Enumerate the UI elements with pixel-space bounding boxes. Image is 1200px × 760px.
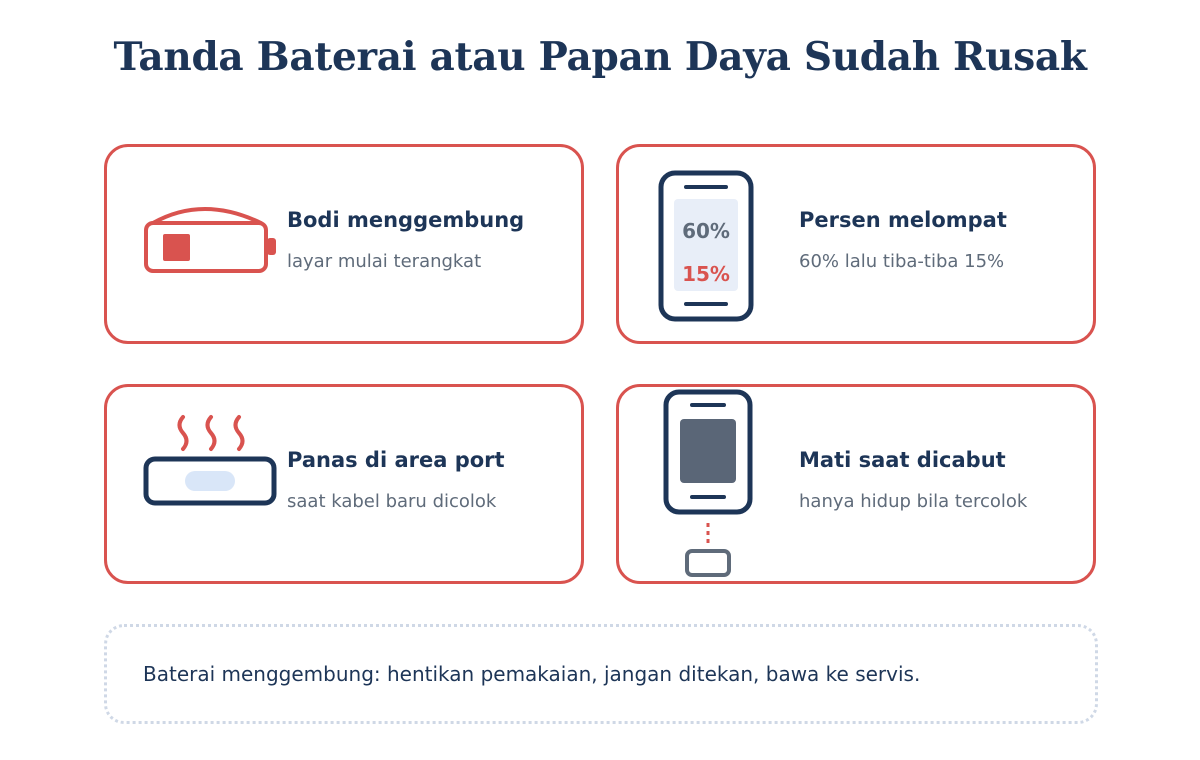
card-description: hanya hidup bila tercolok [799,491,1028,512]
warning-note-text: Baterai menggembung: hentikan pemakaian, jangan ditekan, bawa ke servis. [143,662,921,686]
percent-after-text: 15% [682,262,730,286]
charger-plug-icon [687,551,729,575]
heat-wave-icon [236,417,243,449]
heat-wave-icon [208,417,215,449]
card-description: layar mulai terangkat [287,251,482,272]
card-hot-port [104,384,584,584]
swollen-battery-icon [143,203,283,283]
card-description: 60% lalu tiba-tiba 15% [799,251,1005,272]
percent-before-text: 60% [682,219,730,243]
card-description: saat kabel baru dicolok [287,491,497,512]
phone-percentage-icon [658,170,758,324]
hot-port-icon [143,409,283,509]
card-label: Panas di area port [287,448,505,472]
card-label: Mati saat dicabut [799,448,1006,472]
page-title: Tanda Baterai atau Papan Daya Sudah Rusak [113,34,1087,80]
heat-wave-icon [180,417,187,449]
phone-unplugged-icon [659,389,759,581]
card-percentage-jump [616,144,1096,344]
card-swollen-battery [104,144,584,344]
warning-note [104,624,1098,724]
card-label: Persen melompat [799,208,1007,232]
card-dies-unplugged [616,384,1096,584]
card-label: Bodi menggembung [287,208,525,232]
